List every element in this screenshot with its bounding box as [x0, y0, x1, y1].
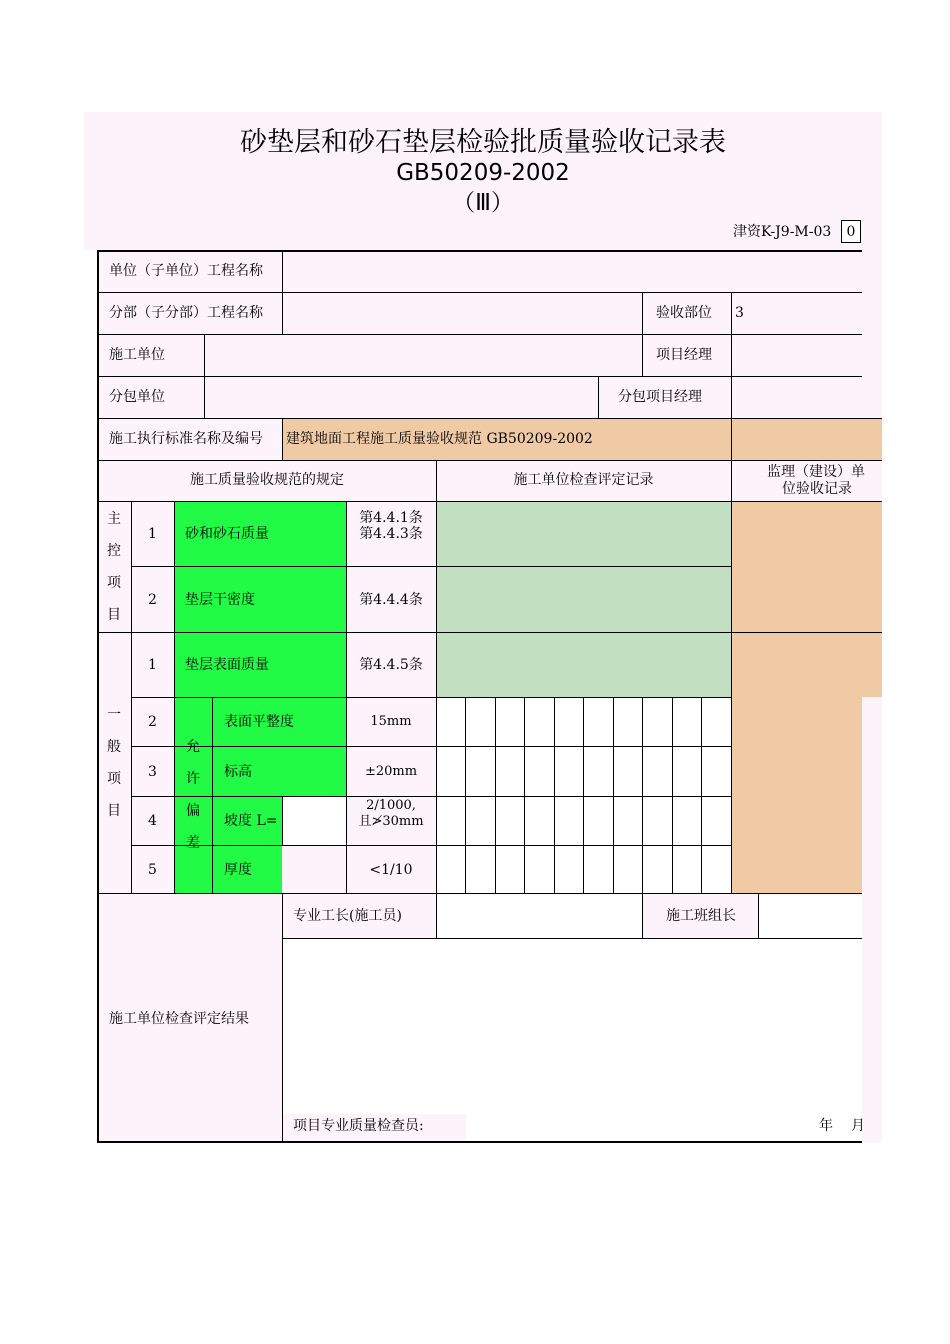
allow-char: 允: [186, 739, 200, 755]
supervisor-record-field[interactable]: [732, 502, 862, 893]
accept-part-label: 验收部位: [656, 305, 712, 321]
main-control-char: 主: [107, 511, 121, 527]
deviation-name: 标高: [224, 764, 252, 780]
result-label: 施工单位检查评定结果: [109, 1011, 249, 1027]
deviation-no: 2: [148, 714, 157, 730]
project-manager-field[interactable]: [732, 335, 862, 376]
inspector-field[interactable]: [466, 1114, 796, 1141]
subcontractor-field[interactable]: [205, 377, 598, 418]
spec-header: 施工质量验收规范的规定: [190, 472, 344, 488]
main-control-label: [105, 503, 123, 631]
main-control-char: 控: [107, 543, 121, 559]
sub-project-name-field[interactable]: [283, 293, 642, 334]
allow-char: 差: [186, 835, 200, 851]
deviation-no: 5: [148, 862, 157, 878]
team-leader-field[interactable]: [759, 894, 862, 938]
general-char: 项: [107, 771, 121, 787]
contractor-label: 施工单位: [109, 347, 165, 363]
main-item-clause: 第4.4.1条: [359, 510, 423, 526]
form-volume: （Ⅲ）: [452, 190, 514, 216]
main-control-char: 项: [107, 575, 121, 591]
project-manager-label: 项目经理: [656, 347, 712, 363]
form-number: 0: [846, 224, 856, 240]
foreman-field[interactable]: [437, 894, 642, 938]
main-control-char: 目: [107, 607, 121, 623]
supervisor-header-line1: 监理（建设）单: [767, 464, 865, 480]
accept-part-value[interactable]: 3: [735, 305, 744, 321]
contractor-field[interactable]: [205, 335, 642, 376]
main-item-name: 垫层干密度: [185, 592, 255, 608]
allow-char: 偏: [186, 803, 200, 819]
main-item-no: 1: [148, 526, 157, 542]
general-char: 目: [107, 803, 121, 819]
date-year: 年: [819, 1118, 833, 1134]
record-header: 施工单位检查评定记录: [513, 472, 654, 488]
sub-project-manager-label: 分包项目经理: [618, 389, 702, 405]
deviation-no: 3: [148, 764, 157, 780]
supervisor-header-line2: 位验收记录: [782, 481, 852, 497]
general-char: 一: [107, 707, 121, 723]
main-item-record-field[interactable]: [437, 502, 731, 566]
slope-length-cell[interactable]: [282, 797, 346, 845]
deviation-value: <1/10: [369, 862, 413, 878]
allow-char: 许: [186, 771, 200, 787]
standard-label: 施工执行标准名称及编号: [109, 431, 263, 447]
general-item-name: 垫层表面质量: [185, 657, 269, 673]
inspector-label: 项目专业质量检查员:: [293, 1118, 424, 1134]
subcontractor-label: 分包单位: [109, 389, 165, 405]
main-item-clause: 第4.4.4条: [359, 592, 423, 608]
date-month-clip: [846, 1116, 865, 1136]
result-field[interactable]: [283, 939, 862, 1113]
foreman-label: 专业工长(施工员): [293, 908, 402, 924]
date-month: 月: [851, 1118, 865, 1134]
deviation-value: ±20mm: [364, 764, 418, 779]
form-title: 砂垫层和砂石垫层检验批质量验收记录表: [240, 127, 726, 158]
form-standard-code: GB50209-2002: [396, 160, 570, 186]
main-item-name: 砂和砂石质量: [185, 526, 269, 542]
deviation-name: 表面平整度: [224, 714, 294, 730]
standard-value[interactable]: 建筑地面工程施工质量验收规范 GB50209-2002: [286, 431, 593, 447]
deviation-name: 坡度 L=: [224, 813, 278, 829]
unit-project-name-field[interactable]: [283, 251, 862, 292]
deviation-value: 且≯30mm: [358, 814, 424, 829]
general-item-no: 1: [148, 657, 157, 673]
general-label: [105, 699, 123, 827]
main-item-clause: 第4.4.3条: [359, 526, 423, 542]
form-code: 津资K-J9-M-03: [733, 224, 832, 240]
general-char: 般: [107, 739, 121, 755]
deviation-value: 15mm: [370, 714, 412, 729]
main-item-no: 2: [148, 592, 157, 608]
deviation-no: 4: [148, 813, 157, 829]
main-item-record-field[interactable]: [437, 567, 731, 632]
unit-project-name-label: 单位（子单位）工程名称: [109, 263, 263, 279]
sub-project-manager-field[interactable]: [732, 377, 862, 418]
general-item-clause: 第4.4.5条: [359, 657, 423, 673]
deviation-names-bg: [212, 697, 346, 797]
deviation-name: 厚度: [224, 862, 252, 878]
deviation-value: 2/1000,: [366, 798, 416, 813]
sub-project-name-label: 分部（子分部）工程名称: [109, 305, 263, 321]
allowable-deviation-label: [184, 731, 202, 859]
team-leader-label: 施工班组长: [666, 908, 736, 924]
supervisor-header: [731, 462, 882, 500]
general-item-record-field[interactable]: [437, 633, 731, 697]
